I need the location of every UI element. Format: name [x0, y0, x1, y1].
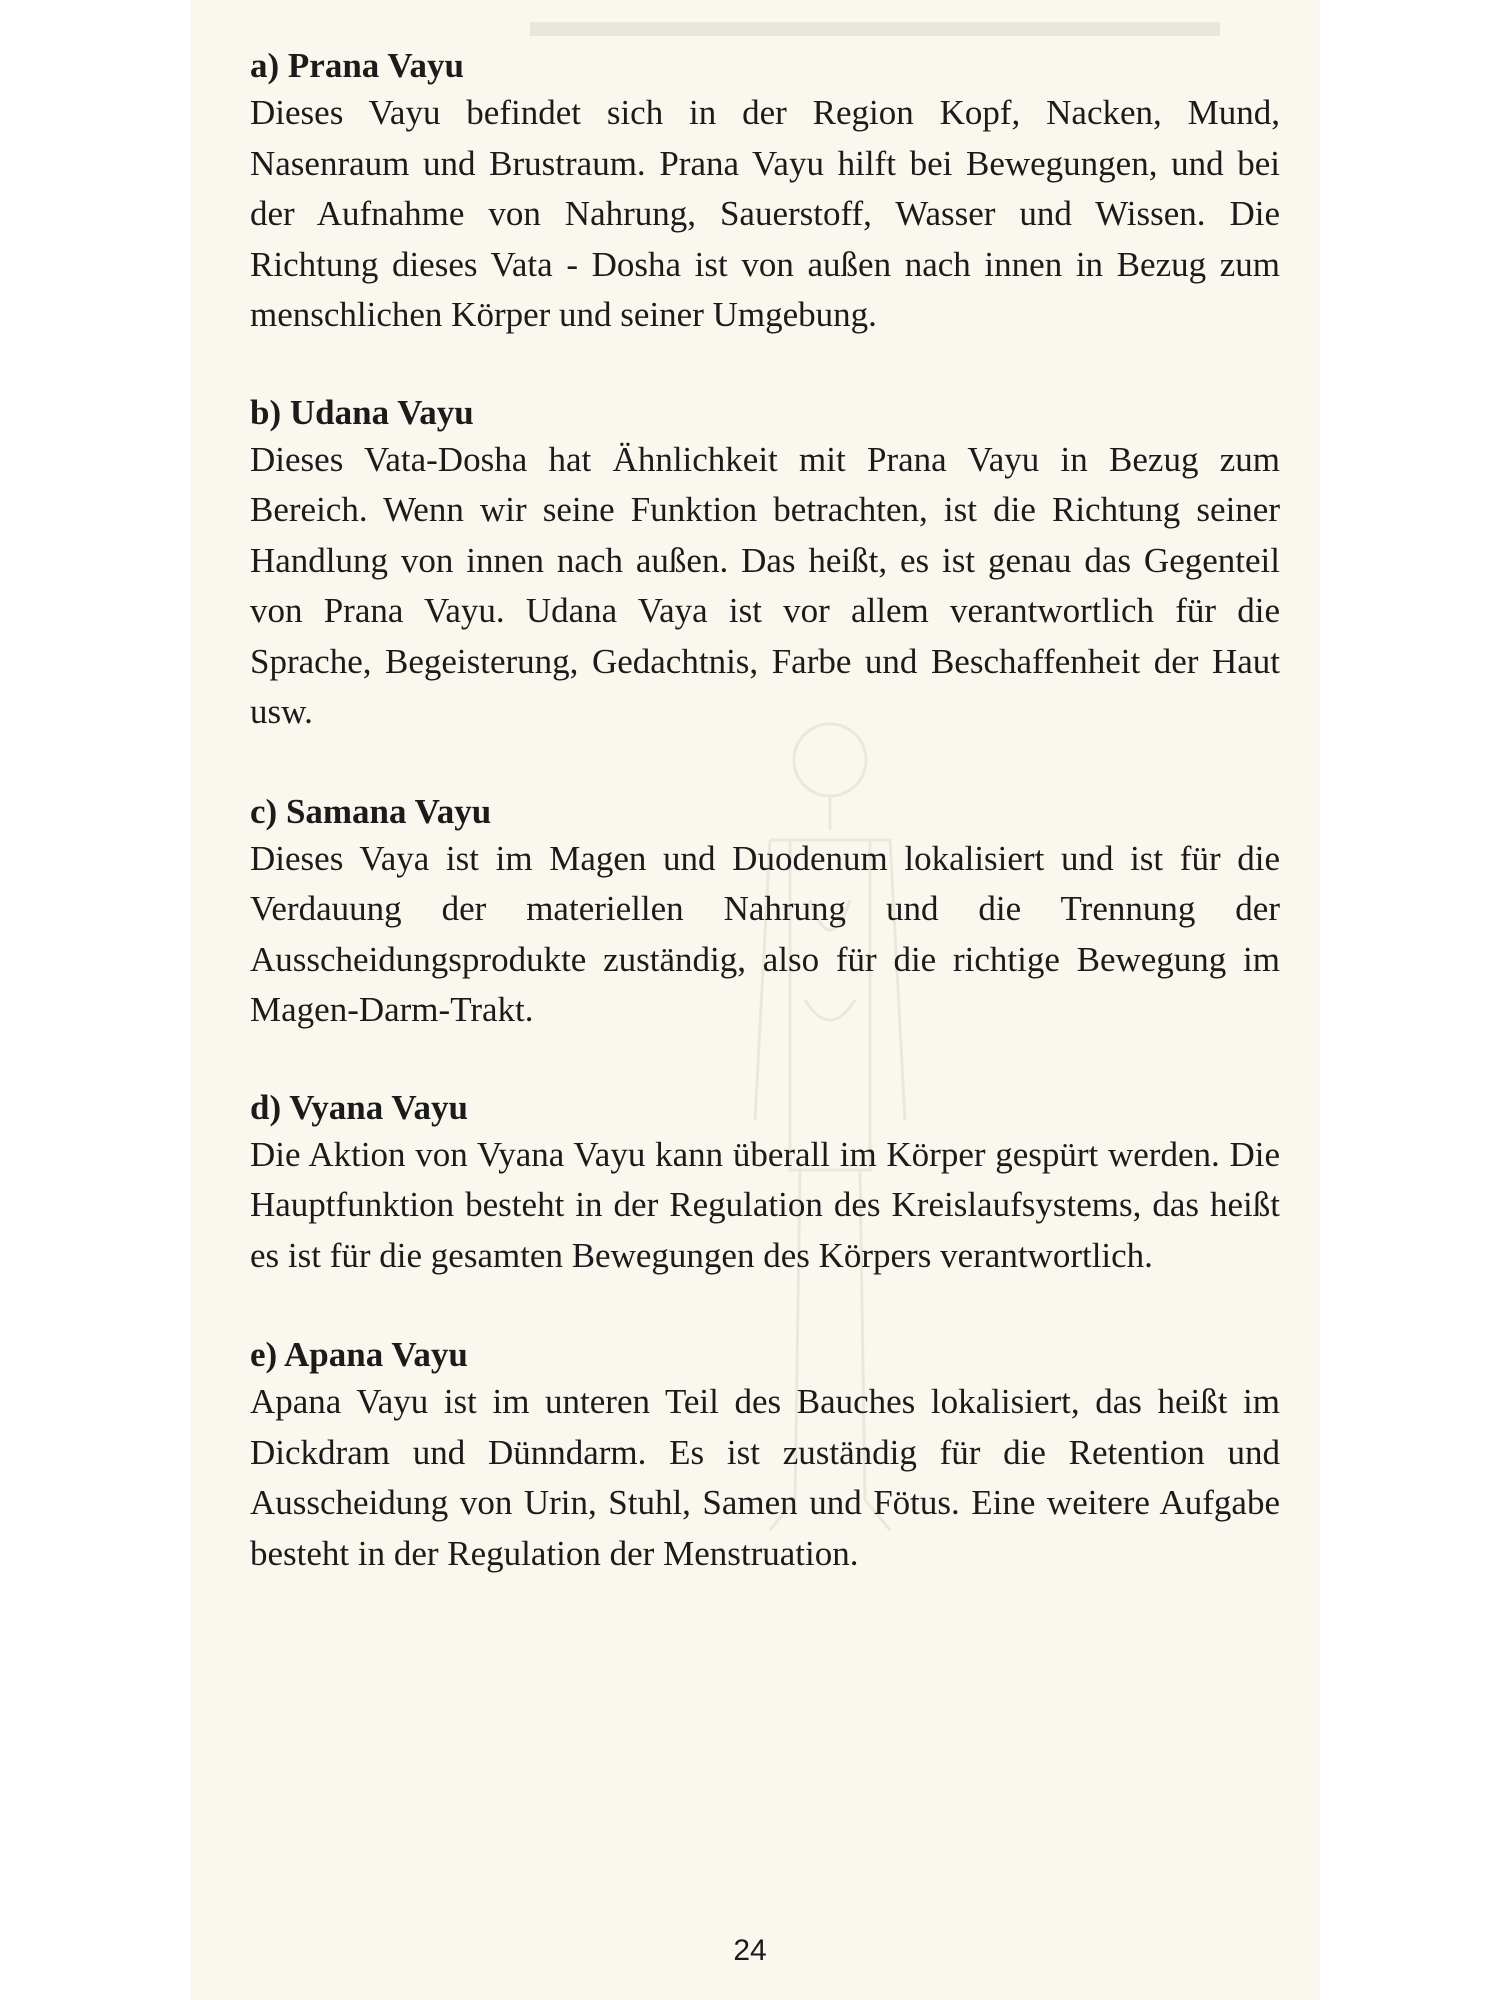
- section-body: Dieses Vata-Dosha hat Ähnlichkeit mit Prana Vayu in Bezug zum Bereich. Wenn wir seine Funktion betrachten, ist die Richtung seiner Handlung von innen nach außen. Das heißt, es ist genau das Gegenteil von Prana Vayu. Udana Vaya ist vor allem verantwortlich für die Sprache, Begeisterung, Gedachtnis, Farbe und Beschaffenheit der Haut usw.: [250, 439, 1280, 731]
- section-vyana-vayu: [250, 1086, 1280, 1282]
- section-heading: e) Apana Vayu: [250, 1335, 468, 1374]
- section-body: Dieses Vayu befindet sich in der Region Kopf, Nacken, Mund, Nasenraum und Brustraum. Prana Vayu hilft bei Bewegungen, und bei der Aufnahme von Nahrung, Sauerstoff, Wasser und Wissen. Die Richtung dieses Vata - Dosha ist von außen nach innen in Bezug zum menschlichen Körper und seiner Umgebung.: [250, 93, 1280, 334]
- section-prana-vayu: [250, 44, 1280, 341]
- section-heading: d) Vyana Vayu: [250, 1087, 468, 1127]
- bleed-through-title-decoration: ▬▬▬▬▬▬▬▬▬▬▬▬▬▬▬: [530, 0, 1220, 46]
- section-apana-vayu: [250, 1333, 1280, 1579]
- section-samana-vayu: [250, 790, 1280, 1036]
- section-body: Die Aktion von Vyana Vayu kann überall im Körper gespürt werden. Die Hauptfunktion besteht in der Regulation des Kreislaufsystems, das heißt es ist für die gesamten Bewegungen des Körpers verantwortlich.: [250, 1134, 1280, 1275]
- section-heading: a) Prana Vayu: [250, 46, 464, 85]
- page-number: 24: [733, 1934, 767, 1967]
- section-body: Apana Vayu ist im unteren Teil des Bauches lokalisiert, das heißt im Dickdram und Dünndarm. Es ist zuständig für die Retention und Ausscheidung von Urin, Stuhl, Samen und Fötus. Eine weitere Aufgabe besteht in der Regulation der Menstruation.: [250, 1382, 1280, 1573]
- text-content: [250, 44, 1280, 1579]
- section-udana-vayu: [250, 391, 1280, 738]
- section-heading: b) Udana Vayu: [250, 392, 474, 432]
- section-body: Dieses Vaya ist im Magen und Duodenum lokalisiert und ist für die Verdauung der materiellen Nahrung und die Trennung der Ausscheidungsprodukte zuständig, also für die richtige Bewegung im Magen-Darm-Trakt.: [250, 838, 1280, 1029]
- section-heading: c) Samana Vayu: [250, 791, 492, 831]
